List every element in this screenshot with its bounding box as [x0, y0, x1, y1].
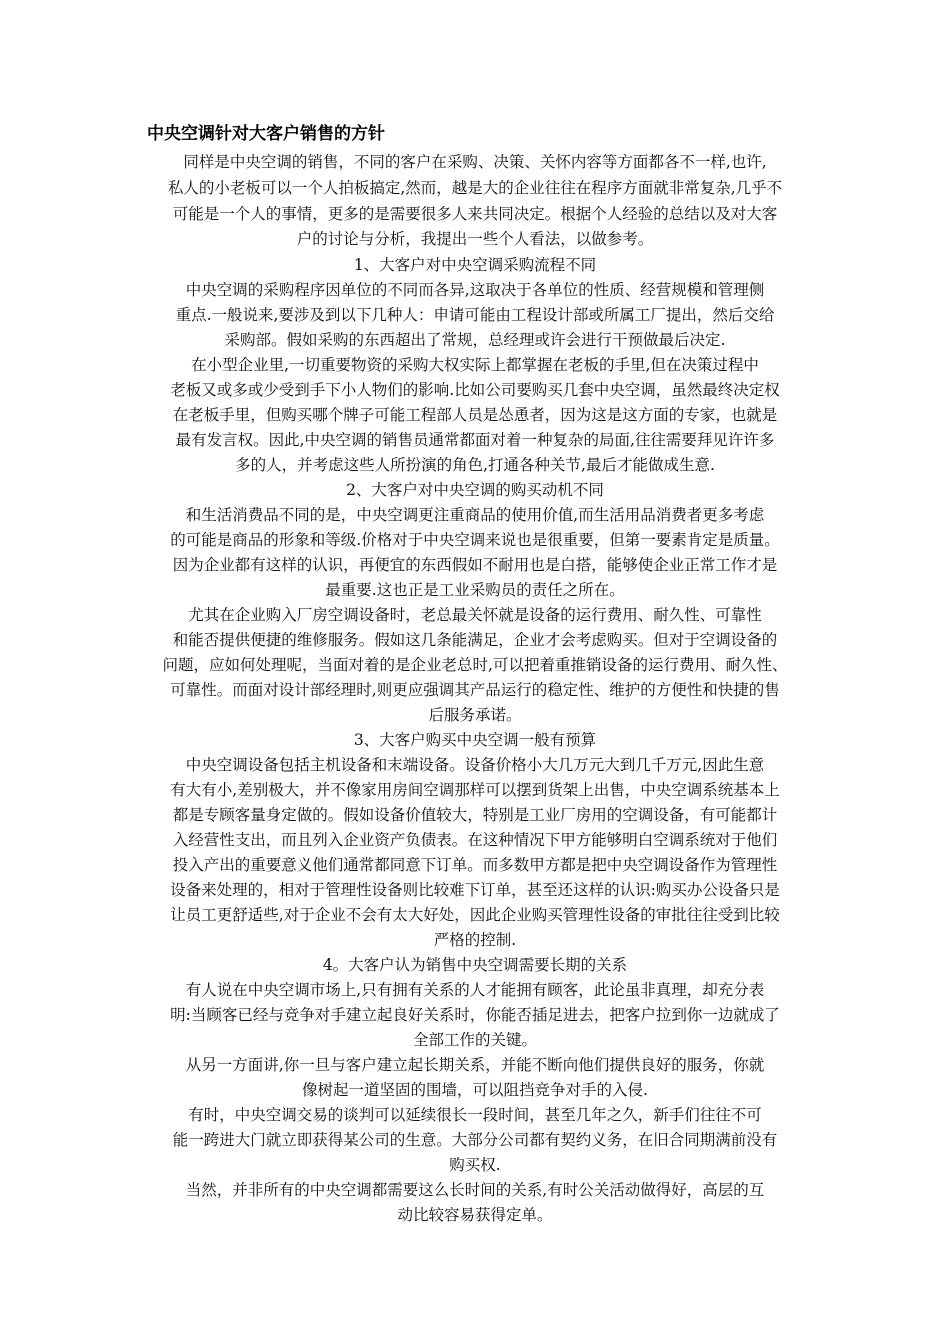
text-line: 老板又或多或少受到手下小人物们的影响.比如公司要购买几套中央空调，虽然最终决定权 [170, 381, 780, 399]
text-line: 尤其在企业购入厂房空调设备时，老总最关怀就是设备的运行费用、耐久性、可靠性 [188, 606, 762, 624]
text-line: 能一跨进大门就立即获得某公司的生意。大部分公司都有契约义务，在旧合同期满前没有 [172, 1131, 778, 1149]
text-line: 都是专顾客量身定做的。假如设备价值较大，特别是工业厂房用的空调设备，有可能都计 [172, 806, 778, 824]
text-line: 同样是中央空调的销售，不同的客户在采购、决策、关怀内容等方面都各不一样,也许, [183, 153, 767, 171]
text-line: 投入产出的重要意义他们通常都同意下订单。而多数甲方都是把中央空调设备作为管理性 [172, 856, 778, 874]
text-line: 可能是一个人的事情，更多的是需要很多人来共同决定。根据个人经验的总结以及对大客 [172, 205, 778, 223]
text-line: 入经营性支出，而且列入企业资产负债表。在这种情况下甲方能够明白空调系统对于他们 [172, 831, 778, 849]
text-line: 后服务承诺。 [428, 706, 522, 724]
text-line: 从另一方面讲,你一旦与客户建立起长期关系，并能不断向他们提供良好的服务，你就 [185, 1056, 765, 1074]
text-line: 重点.一般说来,要涉及到以下几种人：申请可能由工程设计部或所属工厂提出，然后交给 [175, 306, 775, 324]
text-line: 严格的控制. [433, 931, 517, 949]
text-line: 中央空调的采购程序因单位的不同而各异,这取决于各单位的性质、经营规模和管理侧 [185, 281, 765, 299]
text-line: 明:当顾客已经与竞争对手建立起良好关系时，你能否插足进去，把客户拉到你一边就成了 [170, 1006, 780, 1024]
text-line: 购买权. [449, 1156, 501, 1174]
text-line: 有大有小,差别极大，并不像家用房间空调那样可以摆到货架上出售，中央空调系统基本上 [170, 781, 780, 799]
text-line: 动比较容易获得定单。 [397, 1206, 553, 1224]
text-line: 最重要.这也正是工业采购员的责任之所在。 [325, 581, 625, 599]
text-line: 有时，中央空调交易的谈判可以延续很长一段时间，甚至几年之久，新手们往往不可 [188, 1106, 762, 1124]
section-heading: 3、大客户购买中央空调一般有预算 [353, 731, 597, 749]
text-line: 全部工作的关键。 [412, 1031, 537, 1049]
text-line: 的可能是商品的形象和等级.价格对于中央空调来说也是很重要，但第一要素肯定是质量。 [170, 531, 780, 549]
section-heading: 2、大客户对中央空调的购买动机不同 [346, 481, 604, 499]
text-line: 当然，并非所有的中央空调都需要这么长时间的关系,有时公关活动做得好，高层的互 [185, 1181, 765, 1199]
text-line: 在老板手里，但购买哪个牌子可能工程部人员是怂恿者，因为这是这方面的专家，也就是 [172, 406, 778, 424]
text-line: 最有发言权。因此,中央空调的销售员通常都面对着一种复杂的局面,往往需要拜见许许多 [175, 431, 775, 449]
text-line: 让员工更舒适些,对于企业不会有太大好处，因此企业购买管理性设备的审批往往受到比较 [170, 906, 780, 924]
text-line: 中央空调设备包括主机设备和末端设备。设备价格小大几万元大到几千万元,因此生意 [185, 756, 765, 774]
text-line: 设备来处理的，相对于管理性设备则比较难下订单，甚至还这样的认识:购买办公设备只是 [170, 881, 780, 899]
section-heading: 1、大客户对中央空调采购流程不同 [353, 256, 597, 274]
text-line: 问题，应如何处理呢，当面对着的是企业老总时,可以把着重推销设备的运行费用、耐久性、 [162, 656, 788, 674]
page-title: 中央空调针对大客户销售的方针 [147, 124, 385, 144]
text-line: 像树起一道坚固的围墙，可以阻挡竞争对手的入侵. [302, 1081, 648, 1099]
text-line: 在小型企业里,一切重要物资的采购大权实际上都掌握在老板的手里,但在决策过程中 [191, 356, 759, 374]
text-line: 户的讨论与分析，我提出一些个人看法，以做参考。 [296, 230, 654, 248]
text-line: 采购部。假如采购的东西超出了常规，总经理或许会进行干预做最后决定. [224, 331, 726, 349]
text-line: 可靠性。而面对设计部经理时,则更应强调其产品运行的稳定性、维护的方便性和快捷的售 [170, 681, 780, 699]
text-line: 因为企业都有这样的认识，再便宜的东西假如不耐用也是白搭，能够使企业正常工作才是 [172, 556, 778, 574]
text-line: 和生活消费品不同的是，中央空调更注重商品的使用价值,而生活用品消费者更多考虑 [185, 506, 765, 524]
text-line: 和能否提供便捷的维修服务。假如这几条能满足，企业才会考虑购买。但对于空调设备的 [172, 631, 778, 649]
text-line: 有人说在中央空调市场上,只有拥有关系的人才能拥有顾客，此论虽非真理，却充分表 [185, 981, 765, 999]
text-line: 多的人，并考虑这些人所扮演的角色,打通各种关节,最后才能做成生意. [235, 456, 715, 474]
text-line: 私人的小老板可以一个人拍板搞定,然而，越是大的企业往往在程序方面就非常复杂,几乎不 [167, 179, 783, 197]
section-heading: 4。大客户认为销售中央空调需要长期的关系 [322, 956, 628, 974]
